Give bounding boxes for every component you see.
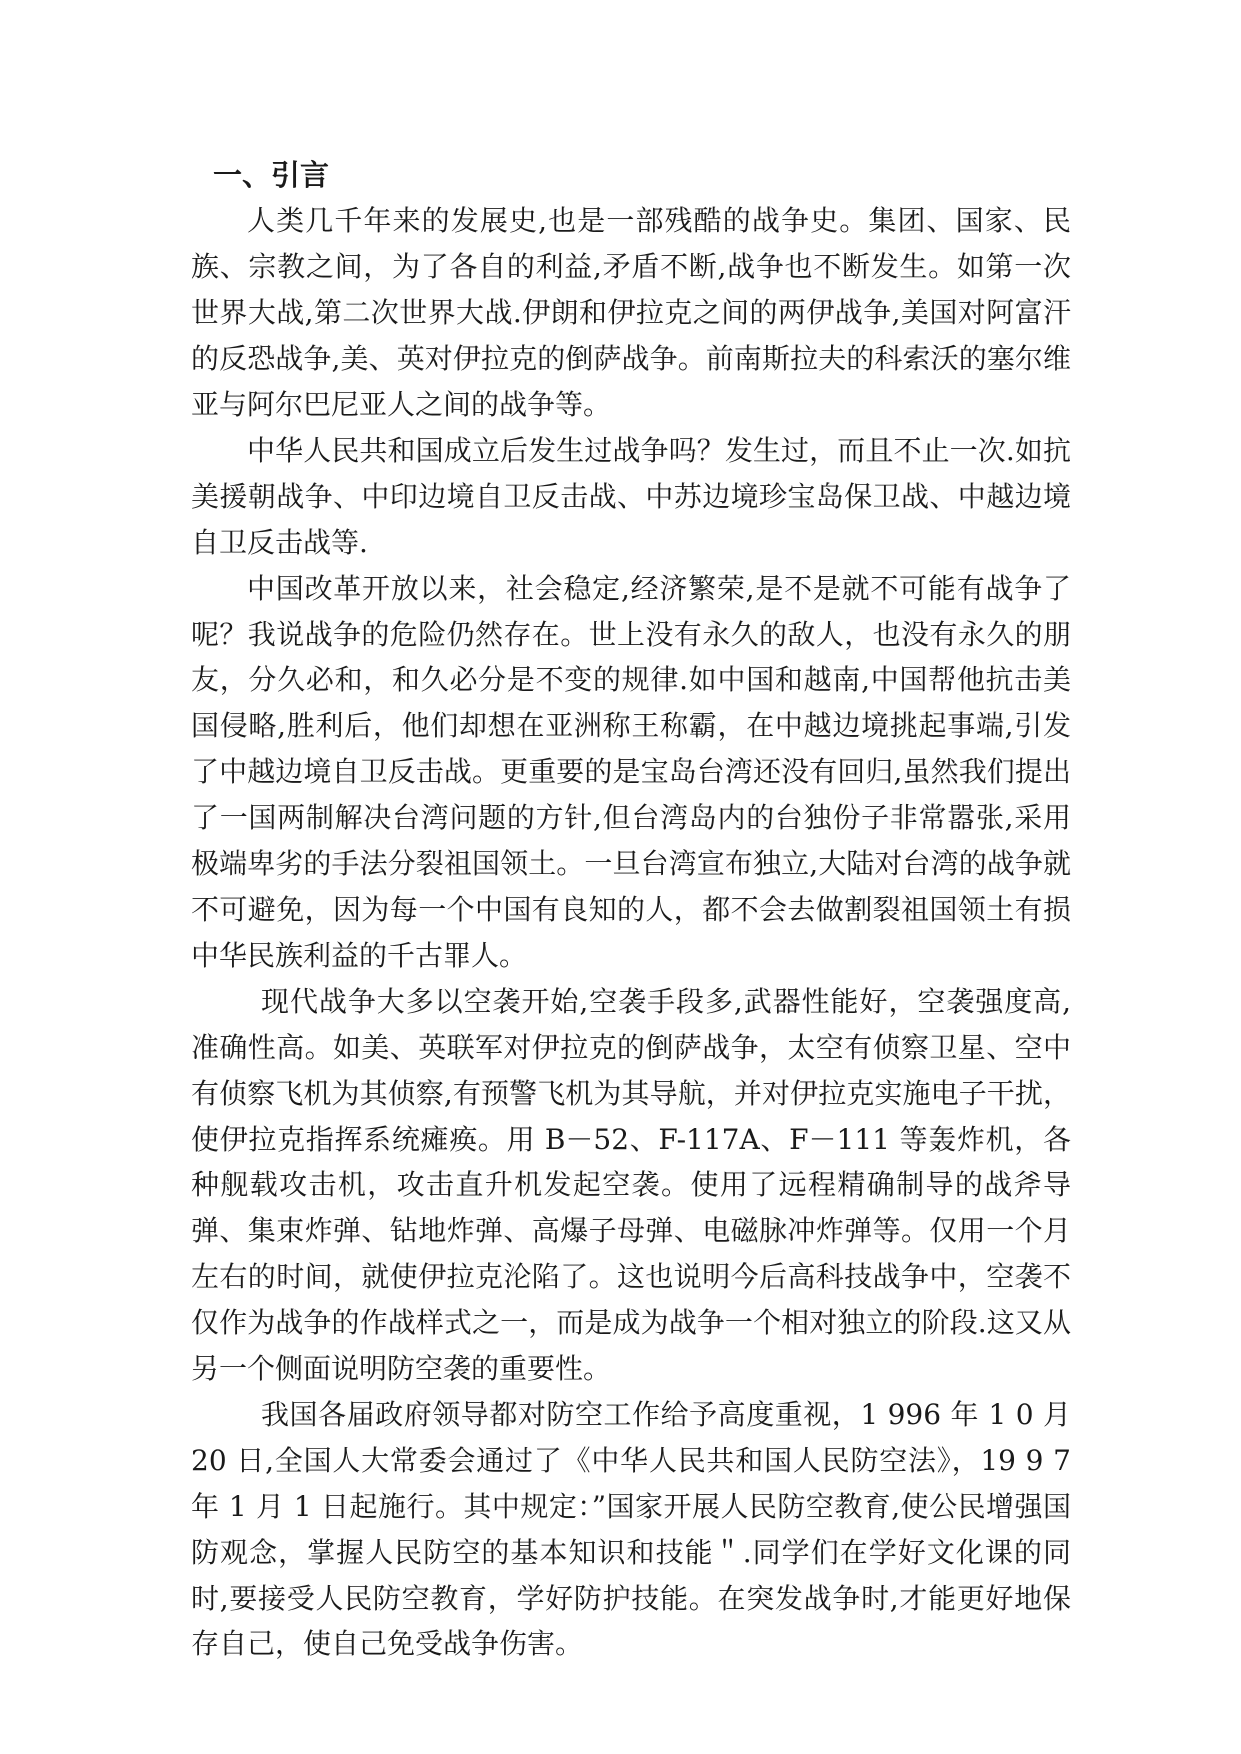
- section-heading: 一、引言: [213, 158, 330, 192]
- paragraph-prc-wars: 中华人民共和国成立后发生过战争吗？发生过，而且不止一次.如抗美援朝战争、中印边境自卫反击战、中苏边境珍宝岛保卫战、中越边境自卫反击战等.: [191, 433, 1071, 559]
- paragraph-modern-air-raids: 现代战争大多以空袭开始,空袭手段多,武器性能好，空袭强度高,准确性高。如美、英联军对伊拉克的倒萨战争，太空有侦察卫星、空中有侦察飞机为其侦察,有预警飞机为其导航，并对伊拉克实施电子干扰，使伊拉克指挥系统瘫痪。用 B－52、F-117A、F－111 等轰炸机，各种舰载攻击机，攻击直升机发起空袭。使用了远程精确制导的战斧导弹、集束炸弹、钻地炸弹、高爆子母弹、电磁脉冲炸弹等。仅用一个月左右的时间，就使伊拉克沦陷了。这也说明今后高科技战争中，空袭不仅作为战争的作战样式之一，而是成为战争一个相对独立的阶段.这又从另一个侧面说明防空袭的重要性。: [191, 984, 1071, 1386]
- paragraph-civil-air-defense-law: 我国各届政府领导都对防空工作给予高度重视，1 996 年 1 0 月20 日,全国人大常委会通过了《中华人民共和国人民防空法》，19 9 7 年 1 月 1 日起施行。其中规定：”国家开展人民防空教育,使公民增强国防观念，掌握人民防空的基本知识和技能＂.同学们在学好文化课的同时,要接受人民防空教育，学好防护技能。在突发战争时,才能更好地保存自己，使自己免受战争伤害。: [191, 1397, 1071, 1661]
- paragraph-war-danger: 中国改革开放以来，社会稳定,经济繁荣,是不是就不可能有战争了呢？我说战争的危险仍然存在。世上没有永久的敌人，也没有永久的朋友，分久必和，和久必分是不变的规律.如中国和越南,中国帮他抗击美国侵略,胜利后，他们却想在亚洲称王称霸，在中越边境挑起事端,引发了中越边境自卫反击战。更重要的是宝岛台湾还没有回归,虽然我们提出了一国两制解决台湾问题的方针,但台湾岛内的台独份子非常嚣张,采用极端卑劣的手法分裂祖国领土。一旦台湾宣布独立,大陆对台湾的战争就不可避免，因为每一个中国有良知的人，都不会去做割裂祖国领土有损中华民族利益的千古罪人。: [191, 571, 1071, 972]
- document-body: [191, 152, 1071, 1667]
- paragraph-war-history: 人类几千年来的发展史,也是一部残酷的战争史。集团、国家、民族、宗教之间，为了各自的利益,矛盾不断,战争也不断发生。如第一次世界大战,第二次世界大战.伊朗和伊拉克之间的两伊战争,美国对阿富汗的反恐战争,美、英对伊拉克的倒萨战争。前南斯拉夫的科索沃的塞尔维亚与阿尔巴尼亚人之间的战争等。: [191, 204, 1071, 422]
